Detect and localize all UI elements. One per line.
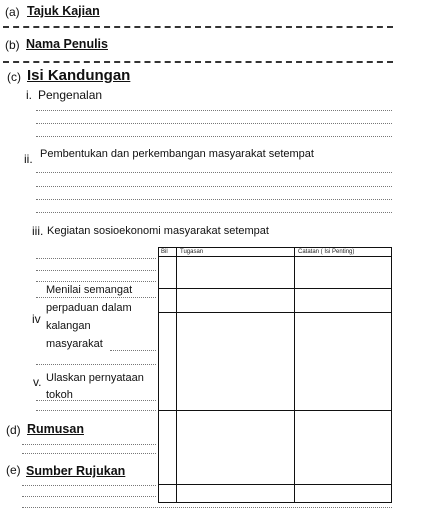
answer-line (110, 350, 156, 351)
item-ii-marker: ii. (24, 152, 33, 166)
item-iv-line: kalangan (46, 320, 91, 332)
answer-line (36, 364, 156, 365)
answer-line (3, 61, 393, 63)
answer-line (36, 281, 156, 282)
answer-line (36, 410, 156, 411)
table-header-bil: Bil (161, 249, 168, 255)
table-row-divider (159, 312, 391, 313)
answer-line (22, 444, 156, 445)
section-e-title: Sumber Rujukan (26, 464, 126, 478)
answer-line (36, 212, 392, 213)
item-ii-text: Pembentukan dan perkembangan masyarakat setempat (40, 148, 314, 160)
section-b-marker: (b) (5, 38, 20, 52)
table-header-divider (159, 256, 391, 257)
item-iv-line: perpaduan dalam (46, 302, 132, 314)
section-c-marker: (c) (7, 70, 21, 84)
table-col-divider (294, 248, 295, 502)
answer-line (36, 136, 392, 137)
table-col-divider (176, 248, 177, 502)
answer-line (36, 110, 392, 111)
item-v-line: Ulaskan pernyataan (46, 372, 144, 384)
table-row-divider (159, 410, 391, 411)
answer-line (36, 270, 156, 271)
answer-line (36, 186, 392, 187)
item-iii-marker: iii. (32, 224, 44, 238)
answer-line (22, 485, 156, 486)
answer-line (36, 258, 156, 259)
section-c-title: Isi Kandungan (27, 67, 131, 84)
section-b-title: Nama Penulis (26, 37, 108, 51)
answer-line (3, 26, 393, 28)
table-row-divider (159, 484, 391, 485)
section-d-title: Rumusan (27, 422, 84, 436)
answer-line (36, 172, 392, 173)
activity-table (158, 247, 392, 503)
section-a-marker: (a) (5, 5, 20, 19)
item-i-marker: i. (26, 88, 32, 102)
table-header-catatan: Catatan ( Isi Penting) (298, 249, 355, 255)
table-header-tugasan: Tugasan (180, 249, 204, 255)
answer-line (36, 199, 392, 200)
answer-line (36, 123, 392, 124)
answer-line (22, 453, 156, 454)
answer-line (36, 297, 156, 298)
answer-line (22, 507, 392, 508)
item-iv-marker: iv (32, 312, 41, 326)
section-e-marker: (e) (6, 463, 21, 477)
item-iii-text: Kegiatan sosioekonomi masyarakat setempat (47, 225, 269, 237)
answer-line (36, 400, 156, 401)
item-v-line: tokoh (46, 389, 73, 401)
table-row-divider (159, 288, 391, 289)
item-v-marker: v. (33, 375, 42, 389)
answer-line (22, 496, 156, 497)
section-d-marker: (d) (6, 423, 21, 437)
item-i-text: Pengenalan (38, 88, 103, 102)
section-a-title: Tajuk Kajian (27, 4, 100, 18)
item-iv-line: Menilai semangat (46, 284, 133, 296)
item-iv-line: masyarakat (46, 338, 103, 350)
